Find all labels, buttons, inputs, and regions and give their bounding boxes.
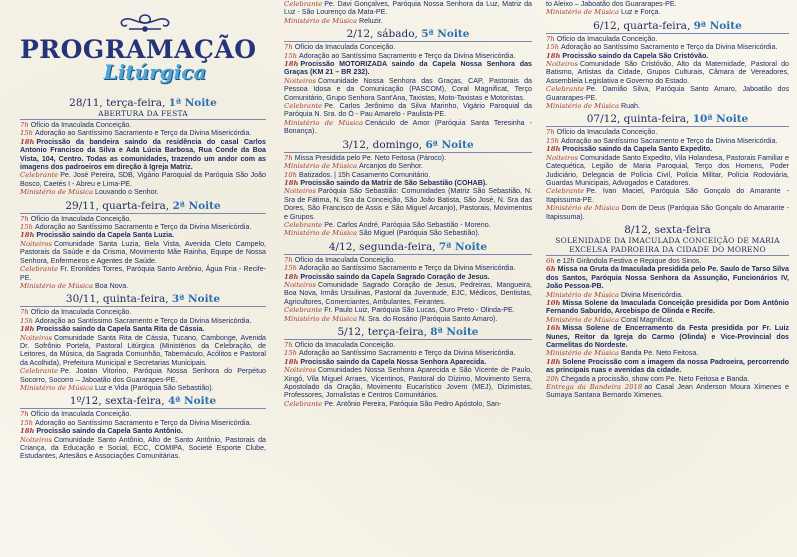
schedule-item <box>20 436 266 461</box>
schedule-item <box>20 171 266 188</box>
item-time-label: 18h <box>284 60 299 69</box>
continuation-block <box>284 0 532 25</box>
noite-label: 6ª Noite <box>425 138 474 151</box>
day-date: 4/12, segunda-feira, <box>328 240 439 253</box>
schedule-item <box>20 325 266 333</box>
divider <box>284 339 532 340</box>
item-time-label: 18h <box>284 357 299 366</box>
noite-label: 4ª Noite <box>167 395 217 408</box>
item-time-label: 10h <box>546 298 561 307</box>
item-text: Procissão MOTORIZADA saindo da Capela Nossa Senhora das Graças (KM 21 – BR 232). <box>284 60 532 77</box>
item-text: Comunidade Santa Luzia, Bela Vista, Avenida Cleto Campelo, Pastorais da Saúde e da Crisma, Movimento Mãe Rainha, Equipe de Nossa Senhora, Enfermeiros e Agentes de Saúde. <box>20 239 266 265</box>
schedule-item <box>284 400 532 408</box>
day-heading <box>546 20 789 32</box>
item-time-label: Ministério de Música <box>20 188 93 197</box>
item-time-label: 7h <box>20 308 29 317</box>
item-text: Pe. Carlos André, Paróquia São Sebastião - Moreno. <box>324 220 491 229</box>
day-heading <box>20 97 266 109</box>
item-text: Pe. Joatan Vitorino, Paróquia Nossa Senhora do Perpétuo Socorro, Socorro – Jaboatão dos Guararapes-PE. <box>20 367 266 384</box>
item-time-label: Noiteiros <box>284 76 316 85</box>
day-heading <box>20 395 266 407</box>
day-section <box>546 224 789 400</box>
day-section <box>20 200 266 291</box>
item-time-label: Ministério de Música <box>284 118 364 127</box>
item-text: Comunidade Santo Antônio, Alto de Santo Antônio, Pastorais da Criança, da Educação e Social, ECC, COMIPA, Societé Esporte Clube, Estudantes, Artesãos e Associações Comunitárias. <box>20 435 266 461</box>
item-time-label: 18h <box>546 145 561 154</box>
day-date: 8/12, sexta-feira <box>624 223 711 236</box>
item-text: Procissão saindo da Capela Santo Antônio. <box>36 427 183 436</box>
item-text: Fr. Eronildes Torres, Paróquia Santo Antônio, Água Fria - Recife-PE. <box>20 265 266 282</box>
item-time-label: Celebrante <box>284 102 323 111</box>
schedule-item <box>546 43 789 51</box>
item-text: Solene Procissão com a imagem da nossa Padroeira, percorrendo as principais ruas e avenidas da cidade. <box>546 357 789 375</box>
item-time-label: Celebrante <box>284 306 323 315</box>
schedule-item <box>20 367 266 384</box>
item-time-label: Celebrante <box>546 187 585 196</box>
divider <box>20 408 266 409</box>
item-text: Pe. Antônio Pereira, Paróquia São Pedro Apóstolo, San- <box>324 399 502 408</box>
divider <box>546 33 789 34</box>
item-text: Ruah. <box>621 102 640 111</box>
item-time-label: Ministério de Música <box>546 204 620 213</box>
item-text: Procissão saindo da Capela Santa Rita de Cássia. <box>36 325 205 334</box>
schedule-item <box>284 60 532 77</box>
schedule-item <box>20 419 266 427</box>
schedule-item <box>284 366 532 400</box>
day-date: 28/11, terça-feira, <box>69 97 169 109</box>
item-text: Adoração ao Santíssimo Sacramento e Terço da Divina Misericórdia. <box>35 223 252 232</box>
schedule-item <box>284 349 532 357</box>
schedule-item <box>284 77 532 102</box>
item-text: e 12h Girândola Festiva e Repique dos Sinos. <box>556 256 702 265</box>
item-text: Ofício da Imaculada Conceição. <box>556 34 658 43</box>
schedule-item <box>284 43 532 51</box>
schedule-item <box>284 256 532 264</box>
item-time-label: Ministério de Música <box>546 102 619 111</box>
day-section <box>284 326 532 408</box>
schedule-item <box>546 316 789 324</box>
item-text: Procissão saindo da Capela São Cristóvão. <box>562 51 709 60</box>
continuation-block <box>546 0 789 17</box>
schedule-item <box>20 317 266 325</box>
item-text: Procissão saindo da Capela Santa Luzia. <box>36 231 174 240</box>
day-heading <box>284 139 532 151</box>
item-time-label: 18h <box>20 137 35 146</box>
schedule-item <box>20 138 266 172</box>
item-time-label: Ministério de Música <box>284 16 357 25</box>
schedule-item <box>20 240 266 265</box>
item-text: Adoração ao Santíssimo Sacramento e Terço da Divina Misericórdia. <box>299 264 516 273</box>
item-time-label: 7h <box>20 121 29 129</box>
schedule-item <box>546 60 789 85</box>
item-time-label: Ministério de Música <box>284 314 357 323</box>
day-heading <box>20 200 266 212</box>
item-time-label: 7h <box>546 34 555 43</box>
item-time-label: 18h <box>284 178 299 187</box>
schedule-item <box>284 264 532 272</box>
item-text: Coral Magnificat. <box>621 315 675 324</box>
item-time-label: 15h <box>20 316 34 325</box>
item-time-label: Ministério de Música <box>284 162 357 171</box>
ornament-icon <box>115 12 175 34</box>
day-list <box>20 97 266 461</box>
item-text: Batizados. | 15h Casamento Comunitário. <box>299 170 431 179</box>
schedule-item <box>20 215 266 223</box>
schedule-item <box>284 229 532 237</box>
schedule-item <box>546 299 789 316</box>
item-time-label: 20h <box>546 374 560 383</box>
item-text: Pe. José Pereira, SDB, Vigário Paroquial da Paróquia São João Bosco, Caetés I - Abreu e Lima-PE. <box>20 171 266 188</box>
noite-label: 1ª Noite <box>168 97 217 109</box>
item-text: Ofício da Imaculada Conceição. <box>294 255 396 264</box>
item-text: Comunidades Nossa Senhora Aparecida e São Vicente de Paulo, Xingó, Vila Miguel Arraes, Vicentinos, Pastoral do Dízimo, Movimento Serra, Apostolado da Oração, Movimento Eucarístico Jovem (MEJ), Dizimistas, Professores, Jornalistas e Centros Comunitários. <box>284 366 532 400</box>
day-heading <box>546 224 789 236</box>
header <box>20 0 266 95</box>
item-text: Adoração ao Santíssimo Sacramento e Terço da Divina Misericórdia. <box>299 51 516 60</box>
item-text: Pe. Ivan Maciel, Paróquia São Gonçalo do Amarante - Itapissuma-PE. <box>546 187 789 204</box>
schedule-item <box>20 129 266 137</box>
day-section <box>284 241 532 323</box>
schedule-item <box>546 85 789 102</box>
item-time-label: 7h <box>284 341 293 349</box>
item-time-label: Noiteiros <box>20 239 52 248</box>
item-text: Ofício da Imaculada Conceição. <box>294 43 396 52</box>
item-text: Paróquia São Sebastião: Comunidades (Matriz São Sebastião, N. Sra de Fátima, N. Sra da Conceição, São João Batista, São José, N. Sra das Dores, São Francisco de Assis e São Miguel Arcanjo), Pastorais, Movimentos e Grupos. <box>284 187 532 221</box>
item-text: Pe. Carlos Jerônimo da Silva Marinho, Vigário Paroquial da Paróquia N. Sra. do Ó - Pau Amarelo - Paulista-PE. <box>284 102 532 119</box>
item-time-label: 18h <box>284 272 299 281</box>
item-time-label: 6h <box>546 256 555 265</box>
item-text: Banda Pe. Neto Feitosa. <box>621 349 699 358</box>
item-text: Adoração ao Santíssimo Sacramento e Terço da Divina Misericórdia. <box>35 316 252 325</box>
schedule-item <box>546 349 789 357</box>
schedule-item <box>20 282 266 290</box>
day-subtitle: SOLENIDADE DA IMACULADA CONCEIÇÃO DE MARIA EXCELSA PADROEIRA DA CIDADE DO MORENO <box>555 235 780 254</box>
schedule-item <box>546 8 789 16</box>
column-3 <box>546 0 789 557</box>
item-time-label: 7h <box>20 410 29 419</box>
item-text: Comunidade Santo Expedito, Vila Holandesa, Pastorais Familiar e Catequética, Legião de Maria Paroquial, Terço dos Homens, Poder Judiciário, Delegacia de Polícia Civil, Polícia Militar, Polícia Rodoviária, Guardas Municipais, Advogados e Catadores. <box>546 153 789 187</box>
item-text: Luz e Força. <box>621 8 661 17</box>
item-time-label: Noiteiros <box>284 366 316 375</box>
item-time-label: 15h <box>20 223 34 232</box>
noite-label: 9ª Noite <box>693 19 742 32</box>
item-text: Ofício da Imaculada Conceição. <box>294 341 396 349</box>
schedule-item <box>546 52 789 60</box>
item-time-label: Celebrante <box>546 85 585 94</box>
schedule-item <box>546 324 789 349</box>
day-heading <box>284 326 532 338</box>
item-time-label: Ministério de Música <box>546 349 619 358</box>
day-date: 07/12, quinta-feira, <box>586 113 693 126</box>
schedule-item <box>284 221 532 229</box>
divider <box>284 41 532 42</box>
item-text: Adoração ao Santíssimo Sacramento e Terço da Divina Misericórdia. <box>299 349 516 358</box>
schedule-item <box>284 187 532 221</box>
item-text: Pe. Damião Silva, Paróquia Santo Amaro, Jaboatão dos Guararapes-PE. <box>546 85 789 102</box>
item-time-label: Noiteiros <box>20 435 52 444</box>
item-time-label: Ministério de Música <box>546 8 619 17</box>
day-date: 29/11, quarta-feira, <box>65 199 173 212</box>
item-time-label: Ministério de Música <box>20 281 93 290</box>
schedule-item <box>546 128 789 136</box>
item-text: Procissão saindo da Matriz de São Sebastião (COHAB). <box>300 178 488 187</box>
schedule-item <box>284 52 532 60</box>
schedule-item <box>284 315 532 323</box>
day-section <box>284 139 532 238</box>
item-text: Reluzir. <box>359 16 383 25</box>
column-1 <box>20 0 266 557</box>
item-text: Louvando o Senhor. <box>95 188 159 197</box>
schedule-item <box>546 257 789 265</box>
schedule-item <box>20 121 266 129</box>
item-time-label: Noiteiros <box>284 280 316 289</box>
item-text: Procissão saindo da Capela Sagrado Coração de Jesus. <box>300 272 490 281</box>
schedule-item <box>284 17 532 25</box>
item-text: Adoração ao Santíssimo Sacramento e Terço da Divina Misericórdia. <box>35 418 252 427</box>
schedule-item <box>284 171 532 179</box>
item-time-label: Noiteiros <box>546 60 578 69</box>
item-time-label: 6h <box>546 265 556 274</box>
day-section <box>546 113 789 220</box>
item-text: Arcanjos do Senhor. <box>359 162 423 171</box>
schedule-item <box>546 291 789 299</box>
item-time-label: 18h <box>20 231 35 240</box>
item-time-label: Celebrante <box>284 399 323 408</box>
item-time-label: Celebrante <box>284 220 323 229</box>
day-section <box>20 395 266 460</box>
item-text: Boa Nova. <box>95 281 129 290</box>
item-time-label: Ministério de Música <box>546 315 619 324</box>
item-time-label: 16h <box>546 324 561 333</box>
divider <box>20 119 266 120</box>
schedule-item <box>20 223 266 231</box>
item-text: Adoração ao Santíssimo Sacramento e Terço da Divina Misericórdia. <box>35 129 252 138</box>
item-time-label: 7h <box>20 214 29 223</box>
day-heading <box>284 28 532 40</box>
item-time-label: 15h <box>284 264 298 273</box>
divider <box>20 306 266 307</box>
schedule-item <box>284 273 532 281</box>
day-date: 2/12, sábado, <box>346 28 422 41</box>
schedule-item <box>20 427 266 435</box>
noite-label: 2ª Noite <box>172 199 221 212</box>
item-text: Procissão saindo da Capela Santo Expedito. <box>562 145 713 154</box>
item-time-label: Celebrante <box>284 0 323 8</box>
item-text: Ofício da Imaculada Conceição. <box>30 308 132 317</box>
schedule-item <box>546 0 789 8</box>
item-time-label: 7h <box>284 153 293 162</box>
item-time-label: Ministério de Música <box>546 290 619 299</box>
schedule-item <box>546 154 789 188</box>
divider <box>20 213 266 214</box>
schedule-item <box>284 281 532 306</box>
column-2 <box>284 0 532 557</box>
item-time-label: Noiteiros <box>546 153 578 162</box>
item-text: Comunidade Sagrado Coração de Jesus, Pedreiras, Mangueira, Boa Nova, Irmãs Ursulinas, Pastoral da Juventude, EJC, Médicos, Dentistas, Agricultores, Comerciantes, Ambulantes, Feirantes. <box>284 280 532 306</box>
day-subtitle: ABERTURA DA FESTA <box>98 109 188 118</box>
divider <box>546 255 789 256</box>
item-time-label: 7h <box>284 255 293 264</box>
schedule-item <box>20 384 266 392</box>
schedule-item <box>546 204 789 221</box>
schedule-item <box>20 410 266 418</box>
schedule-item <box>284 119 532 136</box>
schedule-item <box>546 375 789 383</box>
schedule-item <box>284 102 532 119</box>
item-time-label: Ministério de Música <box>284 229 357 238</box>
page-subtitle: Litúrgica <box>103 60 207 84</box>
day-list <box>546 20 789 400</box>
day-heading <box>284 241 532 253</box>
item-text: Adoração ao Santíssimo Sacramento e Terço da Divina Misericórdia. <box>561 43 778 52</box>
divider <box>546 126 789 127</box>
item-time-label: 18h <box>546 357 561 366</box>
item-text: Missa Presidida pelo Pe. Neto Feitosa (Pároco). <box>294 153 447 162</box>
day-date: 5/12, terça-feira, <box>337 326 431 338</box>
item-time-label: 10h <box>284 170 298 179</box>
day-section <box>546 20 789 111</box>
item-time-label: 15h <box>20 418 34 427</box>
day-list <box>284 28 532 408</box>
item-text: Cenáculo de Amor (Paróquia Santa Teresinha - Bonança). <box>284 118 532 136</box>
schedule-item <box>546 102 789 110</box>
schedule-item <box>20 231 266 239</box>
schedule-item <box>546 265 789 290</box>
schedule-item <box>284 154 532 162</box>
schedule-item <box>284 0 532 17</box>
schedule-item <box>546 187 789 204</box>
item-text: Divina Misericórdia. <box>621 290 683 299</box>
item-text: Comunidade Nossa Senhora das Graças, CAP, Pastorais da Pessoa Idosa e da Comunicação (PASCOM), Coral Magnificat, Terço Comunitário, Grupo Senhora Sant'Ana, Taxistas, Moto-Taxistas e Motoristas. <box>284 76 532 102</box>
item-text: Ofício da Imaculada Conceição. <box>556 128 658 137</box>
item-time-label: 15h <box>546 136 560 145</box>
schedule-item <box>20 188 266 196</box>
noite-label: 5ª Noite <box>421 28 470 41</box>
day-section <box>20 293 266 392</box>
day-section <box>284 28 532 135</box>
schedule-item <box>20 334 266 368</box>
item-text: Fr. Paulo Luiz, Paróquia São Lucas, Ouro Preto - Olinda-PE. <box>324 306 515 315</box>
divider <box>284 152 532 153</box>
item-text: Pe. Davi Gonçalves, Paróquia Nossa Senhora da Luz, Matriz da Luz - São Lourenço da Mata-PE. <box>284 0 532 17</box>
schedule-item <box>546 383 789 400</box>
noite-label: 10ª Noite <box>692 113 749 126</box>
item-text: Missa na Gruta da Imaculada presidida pelo Pe. Saulo de Tarso Silva dos Santos, Paróquia Nossa Senhora da Assunção, Funcionários IV, João Pessoa-PB. <box>546 265 789 291</box>
page-title: PROGRAMAÇÃO <box>20 35 257 64</box>
item-text: Comunidade São Cristóvão, Alto da Maternidade, Pastoral do Batismo, Artistas da Cidade, Grupos Culturais, Câmara de Vereadores, Assembleia Legislativa e Governo do Estado. <box>546 60 789 85</box>
day-date: 3/12, domingo, <box>342 138 426 151</box>
item-text: Ofício da Imaculada Conceição. <box>30 410 132 419</box>
schedule-item <box>284 341 532 349</box>
schedule-item <box>20 308 266 316</box>
item-text: Adoração ao Santíssimo Sacramento e Terço da Divina Misericórdia. <box>561 136 778 145</box>
item-time-label: 15h <box>284 51 298 60</box>
item-time-label: 18h <box>546 51 561 60</box>
item-text: Missa Solene da Imaculada Conceição presidida por Dom Antônio Fernando Saburido, Arcebispo de Olinda e Recife. <box>546 298 789 316</box>
item-text: Comunidade Santa Rita de Cássia, Tucano, Cambonge, Avenida Dr. Sofrônio Portela, Pastoral Litúrgica (Ministérios da Celebração, de Leitores, da Música, da Sagrada Comunhão, Tabernáculo, Acólitos e Pastoral da Acolhida), Prefeitura Municipal e Secretarias Municipais. <box>20 333 266 367</box>
item-time-label: Entrega da Bandeira 2018 <box>546 383 643 392</box>
item-text: N. Sra. do Rosário (Paróquia Santo Amaro). <box>359 314 498 323</box>
day-date: 6/12, quarta-feira, <box>593 19 694 32</box>
item-time-label: Ministério de Música <box>20 383 93 392</box>
day-heading <box>546 113 789 125</box>
divider <box>284 254 532 255</box>
item-text: to Aleixo – Jaboatão dos Guararapes-PE. <box>546 0 677 8</box>
item-text: Missa Solene de Encerramento da Festa presidida por Fr. Luiz Nunes, Reitor da Igreja do Carmo (Olinda) e Vice-Provincial dos Carmelitas do Nordeste. <box>546 324 789 349</box>
item-text: São Miguel (Paróquia São Sebastião). <box>359 229 480 238</box>
item-text: ao Casal Jean Anderson Moura Ximenes e Sumaya Santana Bernardo Ximenes. <box>546 383 789 400</box>
item-text: Ofício da Imaculada Conceição. <box>30 214 132 223</box>
day-section <box>20 97 266 197</box>
noite-label: 3ª Noite <box>171 293 221 306</box>
schedule-item <box>284 358 532 366</box>
schedule-item <box>284 162 532 170</box>
item-text: Procissão saindo da Capela Nossa Senhora Aparecida. <box>300 357 487 366</box>
day-date: 30/11, quinta-feira, <box>65 293 172 306</box>
day-heading <box>20 293 266 305</box>
item-time-label: 7h <box>284 43 293 52</box>
item-time-label: 18h <box>20 427 35 436</box>
item-time-label: 15h <box>20 129 34 138</box>
item-time-label: 15h <box>284 349 298 358</box>
noite-label: 8ª Noite <box>430 326 479 338</box>
item-text: Dom de Deus (Paróquia São Gonçalo do Amarante - Itapissuma). <box>546 204 789 221</box>
day-date: 1º/12, sexta-feira, <box>69 395 168 408</box>
item-time-label: Celebrante <box>20 171 59 180</box>
item-time-label: Celebrante <box>20 265 59 274</box>
item-time-label: Celebrante <box>20 367 59 376</box>
item-time-label: 7h <box>546 128 555 137</box>
schedule-item <box>546 145 789 153</box>
schedule-item <box>284 306 532 314</box>
item-text: Ofício da Imaculada Conceição. <box>30 121 132 129</box>
item-text: Procissão da bandeira saindo da residência do casal Carlos Antonio Francisco da Silva e Ada Lúcia Barbosa, Rua Conde da Boa Vista, 104, Centro. Todas as comunidades, trazendo um andor com as imagens dos padroeiros em direção à Igreja Matriz. <box>20 137 266 172</box>
item-text: Luz e Vida (Paróquia São Sebastião). <box>95 383 214 392</box>
noite-label: 7ª Noite <box>438 240 488 253</box>
item-time-label: 18h <box>20 325 35 334</box>
schedule-item <box>284 179 532 187</box>
schedule-item <box>546 358 789 375</box>
schedule-item <box>546 35 789 43</box>
schedule-item <box>20 265 266 282</box>
item-time-label: Noiteiros <box>20 333 52 342</box>
item-time-label: 15h <box>546 43 560 52</box>
schedule-item <box>546 137 789 145</box>
item-time-label: Noiteiros <box>284 187 316 196</box>
item-text: Chegada a procissão, show com Pe. Neto Feitosa e Banda. <box>561 374 750 383</box>
